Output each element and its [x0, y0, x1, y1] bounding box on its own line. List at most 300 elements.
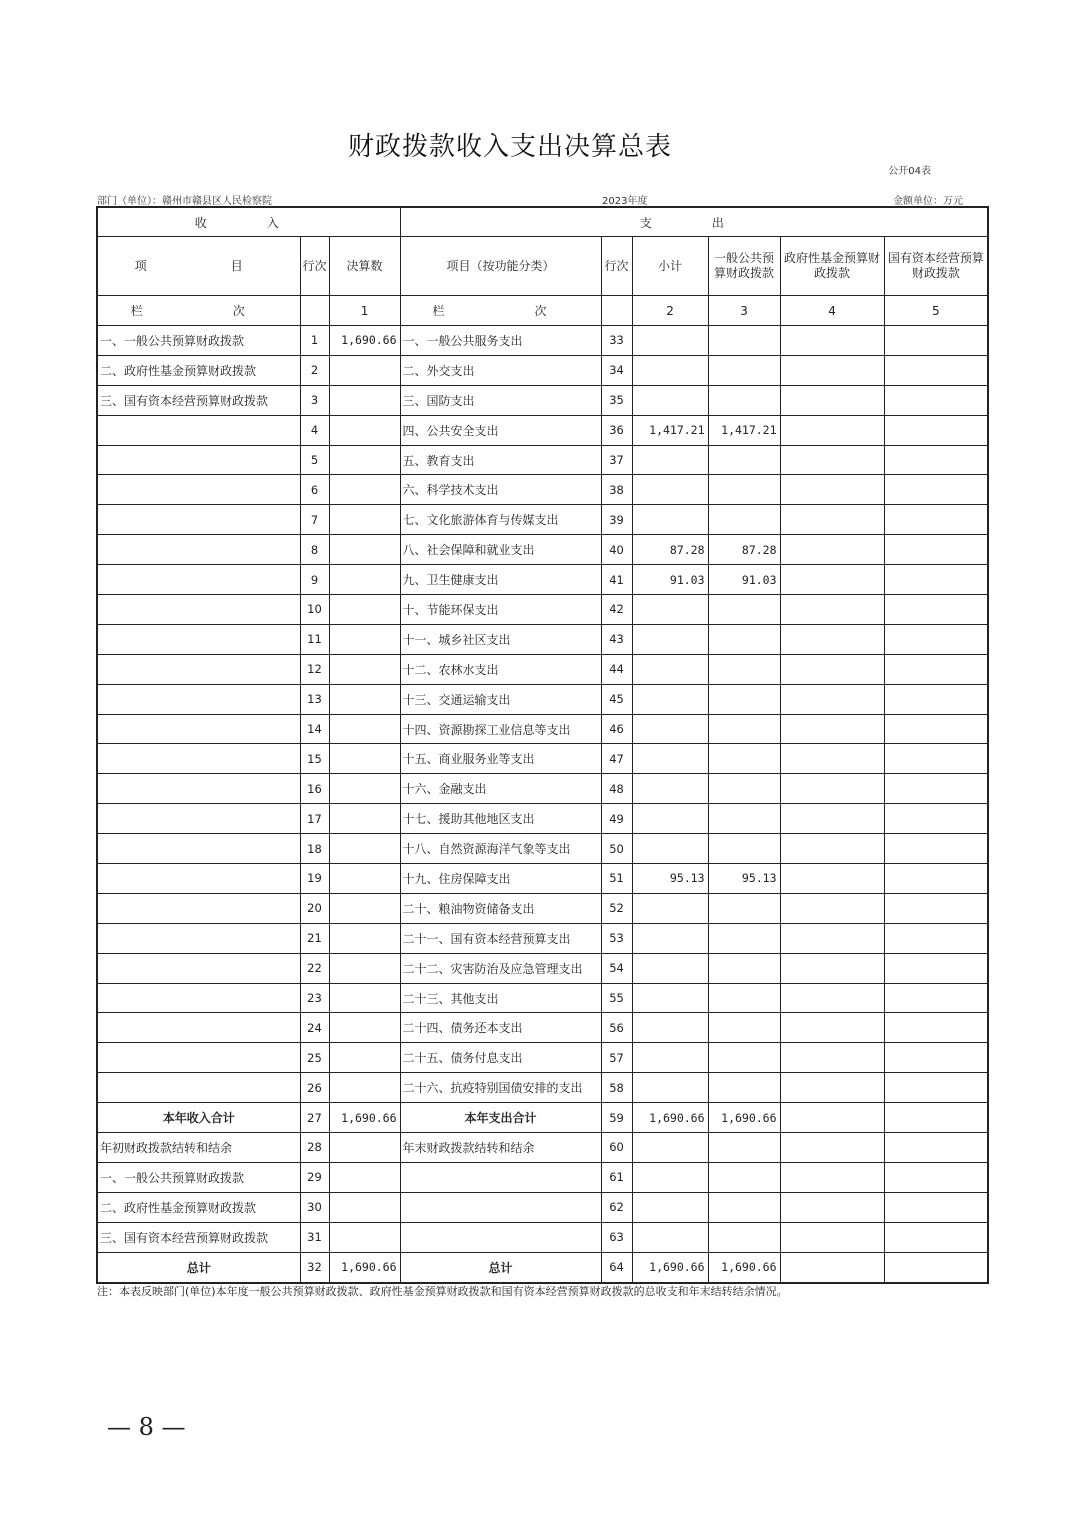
general-budget-cell	[708, 445, 780, 475]
general-budget-cell	[708, 774, 780, 804]
subtotal-cell	[632, 744, 708, 774]
state-capital-cell	[884, 953, 988, 983]
subtotal-cell	[632, 355, 708, 385]
table-row	[97, 983, 988, 1013]
table-row	[97, 1192, 988, 1222]
income-amount-cell	[329, 445, 400, 475]
table-row	[97, 415, 988, 445]
fiscal-year: 2023年度	[602, 196, 648, 207]
income-row-no-cell: 14	[300, 714, 329, 744]
expense-item-cell: 九、卫生健康支出	[400, 565, 601, 595]
income-amount-cell	[329, 535, 400, 565]
subtotal-cell	[632, 595, 708, 625]
subtotal-cell	[632, 714, 708, 744]
income-amount-cell	[329, 624, 400, 654]
income-row-no-cell: 28	[300, 1133, 329, 1163]
gov-fund-cell	[780, 624, 884, 654]
income-item-cell	[97, 535, 300, 565]
income-row-no-cell: 27	[300, 1103, 329, 1133]
table-row	[97, 445, 988, 475]
table-row	[97, 923, 988, 953]
expense-item-cell: 十四、资源勘探工业信息等支出	[400, 714, 601, 744]
income-item-cell	[97, 774, 300, 804]
table-row	[97, 1133, 988, 1163]
income-amount-cell	[329, 505, 400, 535]
income-row-no-cell: 23	[300, 983, 329, 1013]
expense-row-no-cell: 64	[601, 1252, 632, 1282]
empty-cell	[300, 296, 329, 326]
expense-row-no-cell: 48	[601, 774, 632, 804]
final-amount-header: 决算数	[329, 237, 400, 296]
state-capital-cell	[884, 1222, 988, 1252]
income-amount-cell	[329, 595, 400, 625]
gov-fund-cell	[780, 684, 884, 714]
expense-item-cell: 十七、援助其他地区支出	[400, 804, 601, 834]
income-item-cell	[97, 415, 300, 445]
income-row-no-cell: 6	[300, 475, 329, 505]
state-capital-cell	[884, 744, 988, 774]
income-item-cell	[97, 1043, 300, 1073]
expense-row-no-cell: 47	[601, 744, 632, 774]
state-capital-cell	[884, 595, 988, 625]
income-row-no-cell: 18	[300, 834, 329, 864]
general-budget-cell	[708, 624, 780, 654]
table-row	[97, 834, 988, 864]
expense-item-cell: 二十四、债务还本支出	[400, 1013, 601, 1043]
general-budget-cell: 1,690.66	[708, 1103, 780, 1133]
income-amount-cell	[329, 1043, 400, 1073]
general-budget-cell	[708, 595, 780, 625]
state-capital-cell	[884, 475, 988, 505]
income-row-no-header: 行次	[300, 237, 329, 296]
table-row	[97, 355, 988, 385]
income-amount-cell	[329, 1162, 400, 1192]
income-row-no-cell: 5	[300, 445, 329, 475]
expense-item-cell	[400, 1162, 601, 1192]
general-budget-cell	[708, 326, 780, 356]
general-budget-cell	[708, 804, 780, 834]
income-column-label: 栏 次	[97, 296, 300, 326]
state-capital-cell	[884, 684, 988, 714]
gov-fund-cell	[780, 1162, 884, 1192]
income-amount-cell	[329, 714, 400, 744]
gov-fund-cell	[780, 744, 884, 774]
general-budget-cell	[708, 953, 780, 983]
gov-fund-cell	[780, 326, 884, 356]
income-amount-cell	[329, 1192, 400, 1222]
expense-row-no-cell: 53	[601, 923, 632, 953]
income-item-cell	[97, 893, 300, 923]
gov-fund-cell	[780, 923, 884, 953]
gov-fund-cell	[780, 1073, 884, 1103]
income-item-cell: 一、一般公共预算财政拨款	[97, 1162, 300, 1192]
subtotal-cell	[632, 624, 708, 654]
income-item-cell: 二、政府性基金预算财政拨款	[97, 355, 300, 385]
subtotal-cell	[632, 326, 708, 356]
income-amount-cell: 1,690.66	[329, 1252, 400, 1282]
general-budget-cell: 87.28	[708, 535, 780, 565]
expense-item-cell: 五、教育支出	[400, 445, 601, 475]
general-budget-cell	[708, 893, 780, 923]
gov-fund-cell	[780, 385, 884, 415]
general-budget-cell	[708, 1192, 780, 1222]
gov-fund-cell	[780, 864, 884, 894]
expense-item-cell: 二十三、其他支出	[400, 983, 601, 1013]
table-row	[97, 744, 988, 774]
income-amount-cell	[329, 983, 400, 1013]
expense-item-cell: 十五、商业服务业等支出	[400, 744, 601, 774]
gov-fund-cell	[780, 355, 884, 385]
state-capital-cell	[884, 983, 988, 1013]
subtotal-cell	[632, 684, 708, 714]
income-row-no-cell: 13	[300, 684, 329, 714]
expense-item-cell: 总计	[400, 1252, 601, 1282]
general-budget-cell: 91.03	[708, 565, 780, 595]
gov-fund-cell	[780, 654, 884, 684]
expense-row-no-cell: 42	[601, 595, 632, 625]
income-row-no-cell: 26	[300, 1073, 329, 1103]
general-budget-cell	[708, 983, 780, 1013]
table-row	[97, 1043, 988, 1073]
income-row-no-cell: 12	[300, 654, 329, 684]
income-row-no-cell: 3	[300, 385, 329, 415]
expense-row-no-cell: 61	[601, 1162, 632, 1192]
general-budget-cell	[708, 1073, 780, 1103]
expense-item-cell: 十二、农林水支出	[400, 654, 601, 684]
expense-item-cell: 十八、自然资源海洋气象等支出	[400, 834, 601, 864]
income-item-cell: 本年收入合计	[97, 1103, 300, 1133]
expense-column-label: 栏 次	[400, 296, 601, 326]
col-index-4: 4	[780, 296, 884, 326]
gov-fund-cell	[780, 1013, 884, 1043]
expense-item-cell: 二十二、灾害防治及应急管理支出	[400, 953, 601, 983]
income-row-no-cell: 9	[300, 565, 329, 595]
income-item-cell	[97, 923, 300, 953]
general-budget-cell: 1,417.21	[708, 415, 780, 445]
general-budget-cell	[708, 1013, 780, 1043]
general-budget-cell	[708, 684, 780, 714]
expense-row-no-cell: 33	[601, 326, 632, 356]
table-row	[97, 1073, 988, 1103]
income-item-cell: 二、政府性基金预算财政拨款	[97, 1192, 300, 1222]
expense-item-cell: 十六、金融支出	[400, 774, 601, 804]
expense-row-no-cell: 59	[601, 1103, 632, 1133]
table-row	[97, 804, 988, 834]
expense-row-no-cell: 58	[601, 1073, 632, 1103]
table-row	[97, 1222, 988, 1252]
general-budget-header: 一般公共预算财政拨款	[708, 237, 780, 296]
form-code: 公开04表	[888, 166, 931, 177]
subtotal-cell	[632, 1073, 708, 1103]
state-capital-cell	[884, 1073, 988, 1103]
table-row	[97, 1252, 988, 1282]
expense-item-cell: 四、公共安全支出	[400, 415, 601, 445]
general-budget-cell: 95.13	[708, 864, 780, 894]
expense-row-no-cell: 35	[601, 385, 632, 415]
gov-fund-header: 政府性基金预算财政拨款	[780, 237, 884, 296]
income-item-cell	[97, 684, 300, 714]
gov-fund-cell	[780, 804, 884, 834]
subtotal-cell	[632, 923, 708, 953]
income-amount-cell	[329, 1133, 400, 1163]
table-row	[97, 684, 988, 714]
general-budget-cell: 1,690.66	[708, 1252, 780, 1282]
state-capital-cell	[884, 1043, 988, 1073]
col-index-3: 3	[708, 296, 780, 326]
income-amount-cell	[329, 774, 400, 804]
gov-fund-cell	[780, 565, 884, 595]
gov-fund-cell	[780, 983, 884, 1013]
income-amount-cell	[329, 684, 400, 714]
general-budget-cell	[708, 475, 780, 505]
table-row	[97, 774, 988, 804]
gov-fund-cell	[780, 415, 884, 445]
page-number: — 8 —	[107, 1413, 186, 1441]
table-row	[97, 1103, 988, 1133]
expense-row-no-cell: 63	[601, 1222, 632, 1252]
subtotal-cell	[632, 1013, 708, 1043]
income-row-no-cell: 16	[300, 774, 329, 804]
state-capital-cell	[884, 893, 988, 923]
income-row-no-cell: 24	[300, 1013, 329, 1043]
general-budget-cell	[708, 505, 780, 535]
state-capital-cell	[884, 1192, 988, 1222]
income-item-cell	[97, 714, 300, 744]
income-item-cell	[97, 983, 300, 1013]
income-row-no-cell: 20	[300, 893, 329, 923]
expense-item-cell: 一、一般公共服务支出	[400, 326, 601, 356]
expense-row-no-cell: 60	[601, 1133, 632, 1163]
general-budget-cell	[708, 1043, 780, 1073]
subtotal-header: 小计	[632, 237, 708, 296]
department-label: 部门（单位）：赣州市赣县区人民检察院	[97, 196, 272, 207]
income-amount-cell	[329, 475, 400, 505]
general-budget-cell	[708, 834, 780, 864]
subtotal-cell	[632, 445, 708, 475]
expense-row-no-cell: 41	[601, 565, 632, 595]
income-item-cell	[97, 804, 300, 834]
table-note: 注：本表反映部门(单位)本年度一般公共预算财政拨款、政府性基金预算财政拨款和国有资本经营预算财政拨款的总收支和年末结转结余情况。	[97, 1285, 788, 1298]
table-row	[97, 714, 988, 744]
table-row	[97, 624, 988, 654]
expense-row-no-cell: 44	[601, 654, 632, 684]
income-row-no-cell: 32	[300, 1252, 329, 1282]
expense-item-cell	[400, 1192, 601, 1222]
state-capital-cell	[884, 774, 988, 804]
income-item-cell	[97, 445, 300, 475]
subtotal-cell	[632, 1162, 708, 1192]
subtotal-cell: 87.28	[632, 535, 708, 565]
income-amount-cell	[329, 654, 400, 684]
subtotal-cell	[632, 1222, 708, 1252]
income-row-no-cell: 25	[300, 1043, 329, 1073]
subtotal-cell: 95.13	[632, 864, 708, 894]
income-item-cell	[97, 654, 300, 684]
state-capital-cell	[884, 1162, 988, 1192]
gov-fund-cell	[780, 1133, 884, 1163]
expense-item-header: 项目（按功能分类）	[400, 237, 601, 296]
general-budget-cell	[708, 654, 780, 684]
expense-row-no-cell: 38	[601, 475, 632, 505]
income-amount-cell: 1,690.66	[329, 326, 400, 356]
expense-row-no-cell: 52	[601, 893, 632, 923]
state-capital-cell	[884, 415, 988, 445]
income-item-cell: 一、一般公共预算财政拨款	[97, 326, 300, 356]
table-row	[97, 475, 988, 505]
expense-row-no-cell: 55	[601, 983, 632, 1013]
expense-item-cell: 年末财政拨款结转和结余	[400, 1133, 601, 1163]
income-item-cell	[97, 834, 300, 864]
state-capital-header: 国有资本经营预算财政拨款	[884, 237, 988, 296]
income-amount-cell	[329, 834, 400, 864]
expense-item-cell: 十三、交通运输支出	[400, 684, 601, 714]
subtotal-cell: 91.03	[632, 565, 708, 595]
budget-summary-table	[96, 206, 989, 1284]
empty-cell	[601, 296, 632, 326]
expense-row-no-cell: 37	[601, 445, 632, 475]
income-row-no-cell: 11	[300, 624, 329, 654]
state-capital-cell	[884, 834, 988, 864]
subtotal-cell	[632, 505, 708, 535]
gov-fund-cell	[780, 595, 884, 625]
expense-item-cell: 十一、城乡社区支出	[400, 624, 601, 654]
gov-fund-cell	[780, 535, 884, 565]
expense-row-no-cell: 54	[601, 953, 632, 983]
table-row	[97, 535, 988, 565]
table-row	[97, 385, 988, 415]
income-amount-cell	[329, 415, 400, 445]
income-item-cell: 年初财政拨款结转和结余	[97, 1133, 300, 1163]
income-row-no-cell: 4	[300, 415, 329, 445]
income-amount-cell	[329, 385, 400, 415]
subtotal-cell: 1,690.66	[632, 1103, 708, 1133]
expense-row-no-cell: 46	[601, 714, 632, 744]
expense-item-cell: 二十一、国有资本经营预算支出	[400, 923, 601, 953]
table-row	[97, 1013, 988, 1043]
subtotal-cell	[632, 953, 708, 983]
expense-row-no-cell: 57	[601, 1043, 632, 1073]
expense-row-no-cell: 43	[601, 624, 632, 654]
income-item-cell	[97, 595, 300, 625]
gov-fund-cell	[780, 505, 884, 535]
income-item-cell	[97, 624, 300, 654]
income-item-cell	[97, 1013, 300, 1043]
income-amount-cell	[329, 953, 400, 983]
table-row	[97, 595, 988, 625]
income-amount-cell	[329, 355, 400, 385]
gov-fund-cell	[780, 774, 884, 804]
income-amount-cell: 1,690.66	[329, 1103, 400, 1133]
expense-item-cell: 二十五、债务付息支出	[400, 1043, 601, 1073]
general-budget-cell	[708, 714, 780, 744]
income-item-cell	[97, 744, 300, 774]
table-row	[97, 1162, 988, 1192]
expense-row-no-cell: 36	[601, 415, 632, 445]
state-capital-cell	[884, 565, 988, 595]
expense-row-no-header: 行次	[601, 237, 632, 296]
gov-fund-cell	[780, 834, 884, 864]
table-row	[97, 326, 988, 356]
expense-item-cell: 七、文化旅游体育与传媒支出	[400, 505, 601, 535]
expense-section-header: 支 出	[400, 207, 988, 237]
gov-fund-cell	[780, 893, 884, 923]
state-capital-cell	[884, 385, 988, 415]
income-amount-cell	[329, 1222, 400, 1252]
table-row	[97, 864, 988, 894]
income-row-no-cell: 29	[300, 1162, 329, 1192]
general-budget-cell	[708, 385, 780, 415]
subtotal-cell	[632, 893, 708, 923]
subtotal-cell	[632, 475, 708, 505]
expense-row-no-cell: 62	[601, 1192, 632, 1222]
state-capital-cell	[884, 355, 988, 385]
income-item-cell	[97, 864, 300, 894]
state-capital-cell	[884, 1133, 988, 1163]
expense-item-cell: 二十六、抗疫特别国债安排的支出	[400, 1073, 601, 1103]
income-row-no-cell: 15	[300, 744, 329, 774]
state-capital-cell	[884, 714, 988, 744]
income-item-cell	[97, 475, 300, 505]
state-capital-cell	[884, 864, 988, 894]
income-amount-cell	[329, 744, 400, 774]
general-budget-cell	[708, 744, 780, 774]
expense-item-cell: 二、外交支出	[400, 355, 601, 385]
income-row-no-cell: 10	[300, 595, 329, 625]
subtotal-cell	[632, 834, 708, 864]
state-capital-cell	[884, 1103, 988, 1133]
state-capital-cell	[884, 1252, 988, 1282]
expense-row-no-cell: 34	[601, 355, 632, 385]
income-amount-cell	[329, 1073, 400, 1103]
col-index-5: 5	[884, 296, 988, 326]
subtotal-cell	[632, 804, 708, 834]
gov-fund-cell	[780, 953, 884, 983]
gov-fund-cell	[780, 475, 884, 505]
expense-row-no-cell: 45	[601, 684, 632, 714]
expense-item-cell	[400, 1222, 601, 1252]
income-section-header: 收 入	[97, 207, 400, 237]
expense-item-cell: 十、节能环保支出	[400, 595, 601, 625]
income-amount-cell	[329, 804, 400, 834]
gov-fund-cell	[780, 714, 884, 744]
subtotal-cell: 1,417.21	[632, 415, 708, 445]
state-capital-cell	[884, 654, 988, 684]
general-budget-cell	[708, 1133, 780, 1163]
income-amount-cell	[329, 1013, 400, 1043]
income-item-cell	[97, 565, 300, 595]
state-capital-cell	[884, 624, 988, 654]
general-budget-cell	[708, 355, 780, 385]
gov-fund-cell	[780, 1103, 884, 1133]
gov-fund-cell	[780, 1192, 884, 1222]
gov-fund-cell	[780, 1043, 884, 1073]
income-item-header: 项 目	[97, 237, 300, 296]
table-row	[97, 505, 988, 535]
expense-item-cell: 八、社会保障和就业支出	[400, 535, 601, 565]
subtotal-cell	[632, 1192, 708, 1222]
state-capital-cell	[884, 326, 988, 356]
general-budget-cell	[708, 1222, 780, 1252]
subtotal-cell	[632, 1043, 708, 1073]
subtotal-cell	[632, 774, 708, 804]
income-row-no-cell: 19	[300, 864, 329, 894]
income-row-no-cell: 1	[300, 326, 329, 356]
table-row	[97, 565, 988, 595]
expense-row-no-cell: 56	[601, 1013, 632, 1043]
income-amount-cell	[329, 923, 400, 953]
table-row	[97, 654, 988, 684]
expense-row-no-cell: 49	[601, 804, 632, 834]
